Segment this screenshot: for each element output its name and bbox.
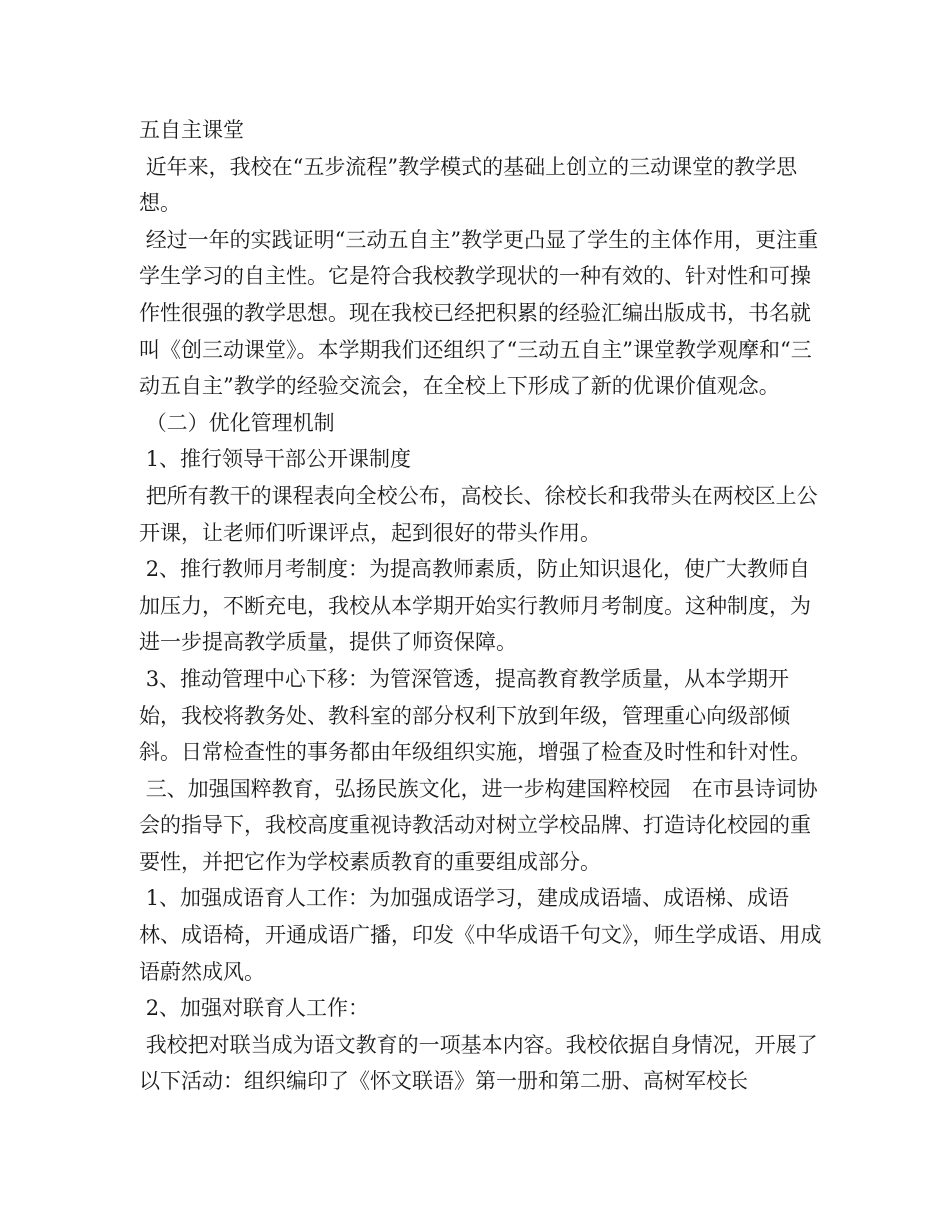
paragraph-item-couplets: 2、加强对联育人工作： — [139, 996, 370, 1021]
paragraph-section-three: 三、加强国粹教育，弘扬民族文化，进一步构建国粹校园 在市县诗词协会的指导下，我校高度重视诗教活动对树立学校品牌、打造诗化校园的重要性，并把它作为学校素质教育的重要组成部分。 — [139, 776, 818, 874]
paragraph-section-heading: 五自主课堂 — [139, 118, 244, 142]
paragraph-item-management-shift: 3、推动管理中心下移：为管深管透，提高教育教学质量，从本学期开始，我校将教务处、教科室的部分权利下放到年级，管理重心向级部倾斜。日常检查性的事务都由年级组织实施，增强了检查及时性和针对性。 — [139, 666, 811, 765]
paragraph-intro: 近年来，我校在“五步流程”教学模式的基础上创立的三动课堂的教学思想。 — [139, 154, 798, 216]
paragraph-item-open-class: 1、推行领导干部公开课制度 — [139, 447, 412, 472]
paragraph-open-class-detail: 把所有教干的课程表向全校公布，高校长、徐校长和我带头在两校区上公开课，让老师们听课评点，起到很好的带头作用。 — [139, 483, 818, 545]
paragraph-item-idioms: 1、加强成语育人工作：为加强成语学习，建成成语墙、成语梯、成语林、成语椅，开通成语广播，印发《中华成语千句文》，师生学成语、用成语蔚然成风。 — [139, 886, 822, 984]
paragraph-practice-result: 经过一年的实践证明“三动五自主”教学更凸显了学生的主体作用，更注重学生学习的自主性。它是符合我校教学现状的一种有效的、针对性和可操作性很强的教学思想。现在我校已经把积累的经验汇编出版成书，书名就叫《创三动课堂》。本学期我们还组织了“三动五自主”课堂教学观摩和“三动五自主”教学的经验交流会，在全校上下形成了新的优课价值观念。 — [139, 227, 819, 399]
document-body — [139, 112, 829, 1100]
paragraph-subheading-management: （二）优化管理机制 — [139, 410, 335, 435]
paragraph-couplets-detail: 我校把对联当成为语文教育的一项基本内容。我校依据自身情况，开展了以下活动：组织编印了《怀文联语》第一册和第二册、高树军校长 — [139, 1032, 818, 1094]
paragraph-item-monthly-exam: 2、推行教师月考制度：为提高教师素质，防止知识退化，使广大教师自加压力，不断充电，我校从本学期开始实行教师月考制度。这种制度，为进一步提高教学质量，提供了师资保障。 — [139, 557, 811, 655]
